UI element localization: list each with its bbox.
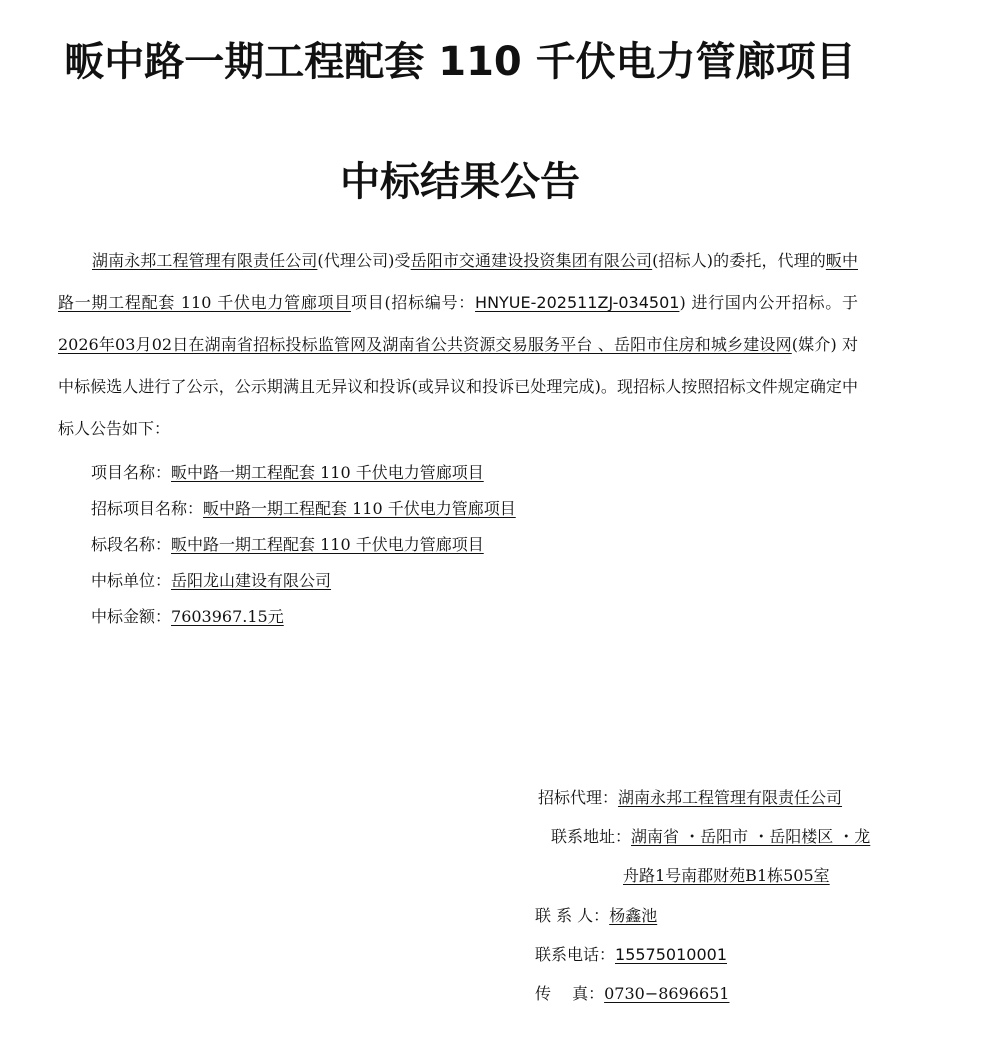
- winner-row: [91, 563, 516, 599]
- bid-project-value: 畈中路一期工程配套 110 千伏电力管廊项目: [203, 499, 516, 518]
- fax-label: 传 真：: [535, 984, 605, 1003]
- project-name-value: 畈中路一期工程配套 110 千伏电力管廊项目: [171, 463, 484, 482]
- bid-project-label: 招标项目名称：: [91, 499, 204, 518]
- address-label: 联系地址：: [551, 827, 632, 846]
- winner-label: 中标单位：: [91, 571, 172, 590]
- contact-value: 杨鑫池: [609, 906, 658, 925]
- signature-contact: [535, 904, 657, 928]
- project-name-row: [91, 455, 516, 491]
- intro-paragraph: [58, 240, 858, 450]
- intro-text-1: (代理公司)受: [317, 251, 411, 270]
- amount-row: [91, 599, 516, 635]
- signature-agent: [538, 786, 842, 810]
- agent-label: 招标代理：: [538, 788, 619, 807]
- project-name-inline: 畈中路一期工程配套 110 千伏电力管廊项目: [58, 251, 858, 312]
- award-info-list: [91, 455, 516, 635]
- intro-text-5: (媒介) 对中标候选人进行了公示，公示期满且无异议和投诉(或异议和投诉已处理完成)。现招标人按照招标文件规定确定中标人公告如下：: [58, 335, 858, 438]
- signature-address-cont: [623, 864, 830, 888]
- project-name-label: 项目名称：: [91, 463, 172, 482]
- winner-value: 岳阳龙山建设有限公司: [171, 571, 332, 590]
- intro-text-2: (招标人)的委托，代理的: [652, 251, 826, 270]
- fax-value: 0730−8696651: [604, 984, 730, 1003]
- section-label: 标段名称：: [91, 535, 172, 554]
- signature-fax: [535, 982, 729, 1006]
- tender-code: HNYUE-202511ZJ-034501: [475, 293, 680, 312]
- intro-text-3: 项目(招标编号：: [351, 293, 476, 312]
- amount-value: 7603967.15元: [171, 607, 284, 626]
- agent-company: 湖南永邦工程管理有限责任公司: [92, 251, 318, 270]
- phone-value: 15575010001: [615, 945, 727, 964]
- intro-text-4: ) 进行国内公开招标。于: [679, 293, 858, 312]
- agent-value: 湖南永邦工程管理有限责任公司: [618, 788, 843, 807]
- publish-date-media: 2026年03月02日在湖南省招标投标监管网及湖南省公共资源交易服务平台 、岳阳市住房和城乡建设网: [58, 335, 792, 354]
- signature-phone: [535, 943, 727, 967]
- page-subtitle: 中标结果公告: [340, 159, 580, 205]
- address-line-1: 湖南省 ・岳阳市 ・岳阳楼区 ・龙: [631, 827, 871, 846]
- tenderer-company: 岳阳市交通建设投资集团有限公司: [410, 251, 653, 270]
- signature-address: [551, 825, 870, 849]
- bid-project-row: [91, 491, 516, 527]
- phone-label: 联系电话：: [535, 945, 616, 964]
- address-line-2: 舟路1号南郡财苑B1栋505室: [623, 866, 830, 885]
- amount-label: 中标金额：: [91, 607, 172, 626]
- section-value: 畈中路一期工程配套 110 千伏电力管廊项目: [171, 535, 484, 554]
- page-title: 畈中路一期工程配套 110 千伏电力管廊项目: [64, 39, 856, 85]
- section-row: [91, 527, 516, 563]
- contact-label: 联 系 人：: [535, 906, 610, 925]
